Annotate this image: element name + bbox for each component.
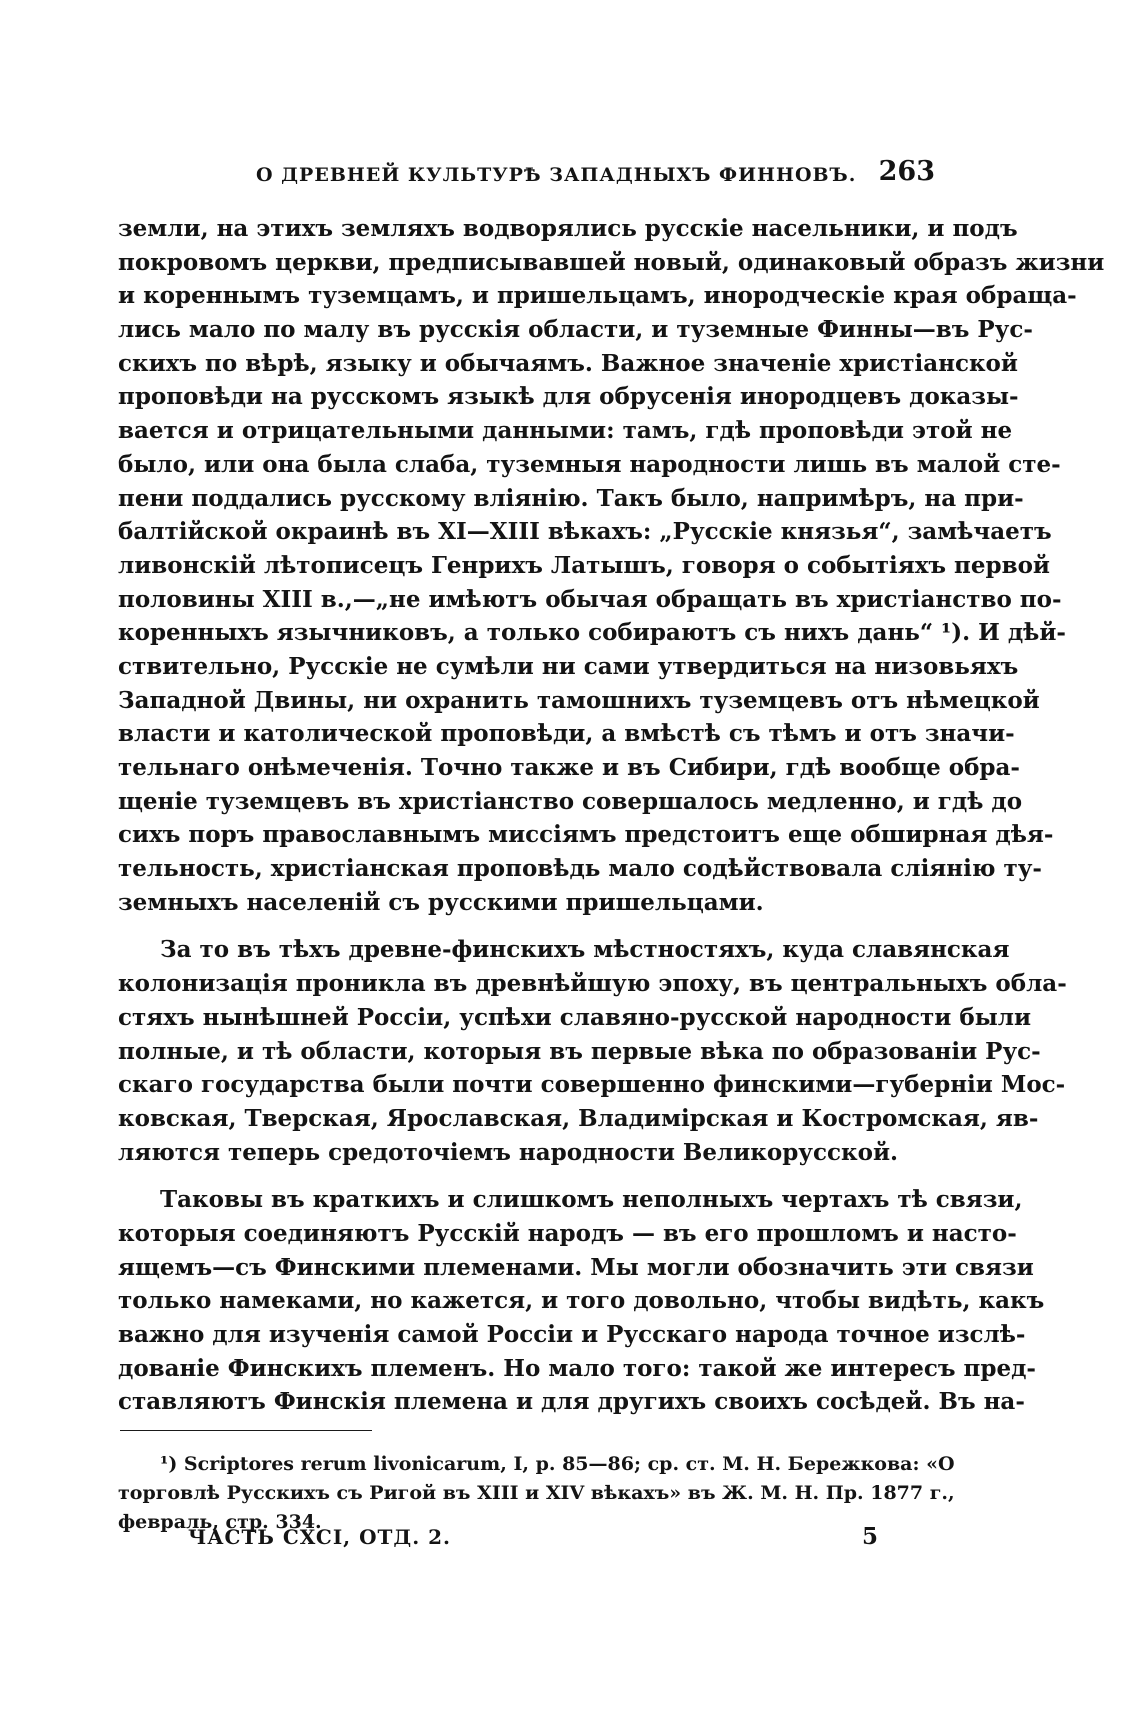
text-line: важно для изученія самой Россіи и Русскаго народа точное изслѣ-: [118, 1321, 1026, 1348]
text-line: только намеками, но кажется, и того довольно, чтобы видѣть, какъ: [118, 1287, 1045, 1315]
text-line: проповѣди на русскомъ языкѣ для обрусенія инородцевъ доказы-: [118, 383, 1019, 411]
text-line: земли, на этихъ земляхъ водворялись русскіе насельники, и подъ: [118, 215, 1018, 242]
text-line: и кореннымъ туземцамъ, и пришельцамъ, инородческіе края обраща-: [118, 282, 1077, 310]
text-line: тельность, христіанская проповѣдь мало содѣйствовала сліянію ту-: [118, 855, 1042, 883]
text-line: сихъ поръ православнымъ миссіямъ предстоитъ еще обширная дѣя-: [118, 821, 1054, 849]
page-footer: [188, 1525, 878, 1555]
paragraph: [118, 933, 1067, 1169]
text-line: лись мало по малу въ русскія области, и туземные Финны—въ Рус-: [118, 316, 1033, 344]
running-head: [128, 156, 935, 196]
text-line: скихъ по вѣрѣ, языку и обычаямъ. Важное значеніе христіанской: [118, 349, 1018, 377]
text-line: покровомъ церкви, предписывавшей новый, одинаковый образъ жизни: [118, 248, 1105, 276]
text-line: балтійской окраинѣ въ XI—XIII вѣкахъ: „Русскіе князья“, замѣчаетъ: [118, 518, 1052, 546]
text-line: ливонскій лѣтописецъ Генрихъ Латышъ, говоря о событіяхъ первой: [118, 551, 1050, 579]
text-line: щеніе туземцевъ въ христіанство совершалось медленно, и гдѣ до: [118, 787, 1023, 815]
text-line: вается и отрицательными данными: тамъ, гдѣ проповѣди этой не: [118, 417, 1013, 445]
sheet-number: 5: [861, 1523, 878, 1550]
text-line: дованіе Финскихъ племенъ. Но мало того: такой же интересъ пред-: [118, 1354, 1036, 1382]
footnote-line: ¹) Scriptores rerum livonicarum, I, p. 85—86; ср. ст. М. Н. Бережкова: «О: [160, 1453, 955, 1475]
running-title: О ДРЕВНЕЙ КУЛЬТУРѢ ЗАПАДНЫХЪ ФИННОВЪ.: [256, 164, 857, 186]
text-line: Таковы въ краткихъ и слишкомъ неполныхъ чертахъ тѣ связи,: [160, 1186, 1023, 1214]
text-line: стяхъ нынѣшней Россіи, успѣхи славяно-русской народности были: [118, 1003, 1032, 1031]
text-line: ящемъ—съ Финскими племенами. Мы могли обозначить эти связи: [118, 1253, 1034, 1281]
text-line: ковская, Тверская, Ярославская, Владимірская и Костромская, яв-: [118, 1104, 1039, 1132]
printer-signature: ЧАСТЬ CXCI, ОТД. 2.: [188, 1525, 451, 1549]
text-line: власти и католической проповѣди, а вмѣстѣ съ тѣмъ и отъ значи-: [118, 720, 1015, 748]
text-line: половины XIII в.,—„не имѣютъ обычая обращать въ христіанство по-: [118, 585, 1062, 613]
paragraph-gap: [118, 919, 937, 933]
text-line: пени поддались русскому вліянію. Такъ было, напримѣръ, на при-: [118, 484, 1024, 512]
text-line: скаго государства были почти совершенно финскими—губерніи Мос-: [118, 1071, 1066, 1099]
text-line: которыя соединяютъ Русскій народъ — въ его прошломъ и насто-: [118, 1219, 1017, 1247]
body-text: [118, 212, 1105, 1419]
text-line: колонизація проникла въ древнѣйшую эпоху, въ центральныхъ обла-: [118, 970, 1067, 998]
text-line: ляются теперь средоточіемъ народности Великорусской.: [118, 1138, 899, 1166]
text-line: земныхъ населеній съ русскими пришельцами.: [118, 888, 764, 916]
text-line: коренныхъ язычниковъ, а только собираютъ съ нихъ дань“ ¹). И дѣй-: [118, 619, 1066, 647]
footnote: [118, 1450, 955, 1537]
footnote-rule: [120, 1430, 372, 1431]
text-line: было, или она была слаба, туземныя народности лишь въ малой сте-: [118, 450, 1061, 478]
text-line: ствительно, Русскіе не сумѣли ни сами утвердиться на низовьяхъ: [118, 652, 1019, 680]
paragraph: [118, 212, 1105, 919]
text-line: Западной Двины, ни охранить тамошнихъ туземцевъ отъ нѣмецкой: [118, 686, 1040, 714]
page-number: 263: [878, 156, 935, 187]
text-line: полные, и тѣ области, которыя въ первые вѣка по образованіи Рус-: [118, 1037, 1041, 1065]
paragraph-gap: [118, 1169, 937, 1183]
text-line: ставляютъ Финскія племена и для другихъ своихъ сосѣдей. Въ на-: [118, 1388, 1025, 1416]
footnote-line: торговлѣ Русскихъ съ Ригой въ XIII и XIV вѣкахъ» въ Ж. М. Н. Пр. 1877 г.,: [118, 1482, 955, 1504]
footnote-line: февраль, стр. 334.: [118, 1511, 322, 1533]
text-line: тельнаго онѣмеченія. Точно также и въ Сибири, гдѣ вообще обра-: [118, 754, 1020, 781]
text-line: За то въ тѣхъ древне-финскихъ мѣстностяхъ, куда славянская: [160, 936, 1010, 964]
paragraph: [118, 1183, 1045, 1419]
